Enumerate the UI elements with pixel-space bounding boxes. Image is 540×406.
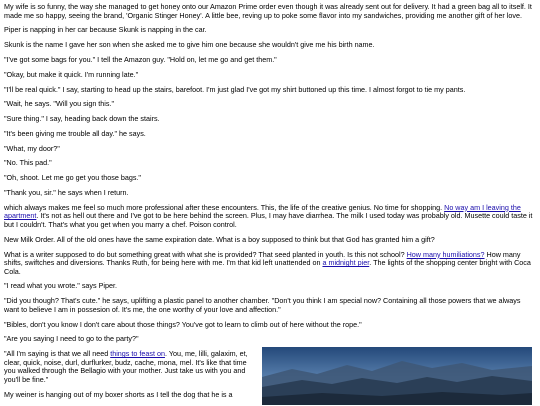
landscape-photo (262, 347, 532, 405)
paragraph: "I've got some bags for you." I tell the Amazon guy. "Hold on, let me go and get them." (4, 54, 277, 64)
paragraph (4, 204, 536, 230)
paragraph: My weiner is hanging out of my boxer shorts as I tell the dog that he is a (4, 389, 233, 399)
paragraph: "Sure thing." I say, heading back down the stairs. (4, 114, 160, 124)
link-midnight-pier[interactable]: a midnight pier (322, 258, 370, 268)
paragraph: "It's been giving me trouble all day." he says. (4, 128, 146, 138)
paragraph (4, 251, 536, 277)
link-things-to-feast-on[interactable]: things to feast on (110, 349, 165, 359)
paragraph (4, 350, 256, 384)
paragraph-text: . You, me, lilli, galaxim, et, clear, quick, noise, durl, durflurker, budz, cache, mona, mel. It's like that time you walked through the Bellagio with your mother. Just take us with you and you'll be fine." (4, 349, 248, 384)
paragraph: "Bibles, don't you know I don't care about those things? You've got to learn to climb out of here without the rope." (4, 319, 362, 329)
paragraph: "Thank you, sir." he says when I return. (4, 187, 129, 197)
link-leaving-apartment[interactable]: No way am I leaving the apartment (4, 202, 521, 221)
paragraph: Piper is napping in her car because Skunk is napping in the car. (4, 25, 207, 35)
paragraph-text: How many shifts, swiftches and diversions. Thanks Ruth, for being here with me. I'm that kid left unattended on (4, 249, 521, 268)
paragraph: My wife is so funny, the way she managed to get honey onto our Amazon Prime order even though it was already sent out for delivery. It had a green bag all to itself. It made me so happy, seeing the brand, 'Organic Stinger Honey'. A little bee, reving up to poke some flavor into my sandwiches, providing me another gift of her love. (4, 2, 532, 20)
link-humiliations[interactable]: How many humiliations? (406, 249, 485, 259)
paragraph: "Did you though? That's cute." he says, uplifting a plastic panel to another chamber. "Don't you think I am special now? Containing all those powers that we always want to believe I am in possesion of. It's me, the one worthy of your love and affection." (4, 296, 521, 314)
paragraph: New Milk Order. All of the old ones have the same expiration date. What is a boy supposed to think but that God has granted him a gift? (4, 234, 435, 244)
paragraph-text: which always makes me feel so much more professional after these encounters. This, the life of the creative genius. No time for shopping. (4, 202, 445, 212)
left-column (4, 350, 256, 399)
paragraph: "What, my door?" (4, 143, 60, 153)
paragraph: "No. This pad." (4, 158, 52, 168)
paragraph: "Oh, shoot. Let me go get you those bags." (4, 173, 141, 183)
paragraph-text: "All I'm saying is that we all need (4, 349, 111, 359)
paragraph: Skunk is the name I gave her son when she asked me to give him one because she wouldn't give me his birth name. (4, 40, 375, 50)
paragraph-text: . The lights of the shopping center bright with Coca Cola. (4, 258, 531, 276)
paragraph: "Are you saying I need to go to the party?" (4, 334, 139, 344)
article-body (4, 3, 536, 406)
paragraph-text: . It's not as hell out there and I've got to be here behind the screen. Plus, I may have diarrhea. The milk I used today was probably old. Musette could taste it but I couldn't. That's what you get when you marry a chef. Poison control. (4, 211, 533, 229)
paragraph: "I'll be real quick." I say, starting to head up the stairs, barefoot. I'm just glad I've got my shirt buttoned up this time. I almost forgot to tie my pants. (4, 84, 466, 94)
paragraph-text: What is a writer supposed to do but something great with what she is provided? That seed planted in youth. Is this not school? (4, 249, 407, 259)
mountain-photo-image (262, 347, 532, 405)
paragraph: "Wait, he says. "Will you sign this." (4, 99, 115, 109)
paragraph: "I read what you wrote." says Piper. (4, 281, 117, 291)
paragraph: "Okay, but make it quick. I'm running late." (4, 69, 139, 79)
